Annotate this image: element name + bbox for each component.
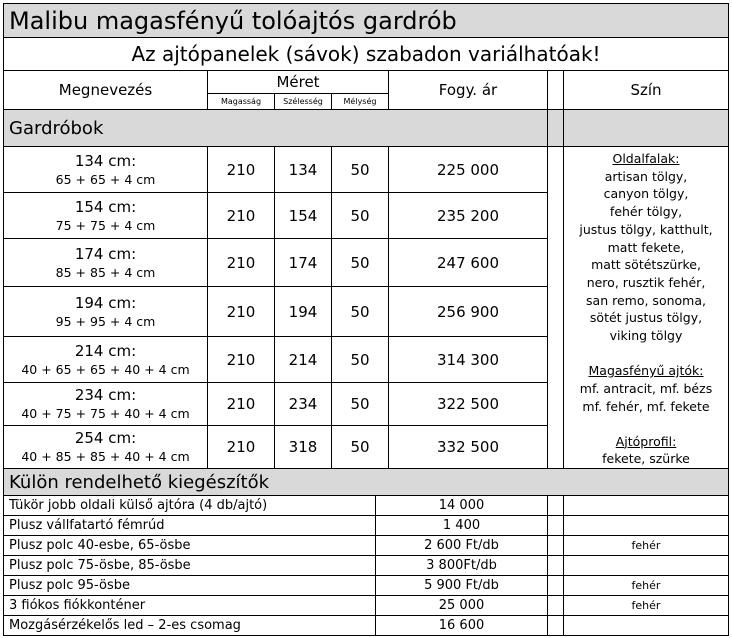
table-row (3, 336, 208, 383)
accessory-price (375, 535, 548, 556)
row-height (207, 192, 275, 239)
row-detail: 95 + 95 + 4 cm (55, 313, 156, 329)
row-width (274, 192, 332, 239)
accessory-name: Mozgásérzékelős led – 2-es csomag (9, 618, 241, 633)
sheet-title-text: Malibu magasfényű tolóajtós gardrób (9, 6, 457, 35)
color-profile-title: Ajtóprofil: (615, 433, 677, 449)
header-depth-text: Mélység (343, 97, 377, 106)
row-price-value: 314 300 (436, 350, 500, 369)
section-accessories (3, 468, 729, 496)
table-row (3, 615, 376, 636)
accessory-price (375, 555, 548, 576)
header-color (563, 70, 729, 110)
row-height-value: 210 (226, 302, 256, 321)
row-depth-value: 50 (350, 395, 370, 413)
accessory-spacer (547, 575, 564, 596)
accessory-price (375, 495, 548, 516)
row-price (388, 286, 548, 337)
row-depth (331, 286, 389, 337)
table-row (3, 555, 376, 576)
row-height-value: 210 (226, 350, 256, 369)
row-width-value: 318 (288, 438, 318, 456)
row-name: 174 cm: (74, 244, 137, 263)
header-height-text: Magasság (220, 97, 262, 106)
row-name: 194 cm: (74, 293, 137, 312)
accessory-price-value: 3 800Ft/db (426, 558, 497, 573)
row-price-value: 332 500 (436, 438, 500, 456)
row-depth (331, 336, 389, 383)
color-side-line: canyon tölgy, (603, 186, 689, 202)
accessory-spacer (547, 595, 564, 616)
row-depth-value: 50 (350, 438, 370, 456)
accessory-color-value: fehér (631, 539, 661, 552)
wardrobe-spacer-column (547, 146, 564, 469)
table-row (3, 192, 208, 239)
table-row (3, 535, 376, 556)
accessory-color (563, 515, 729, 536)
accessory-spacer (547, 615, 564, 636)
row-width (274, 336, 332, 383)
accessory-price (375, 575, 548, 596)
row-name: 254 cm: (74, 429, 137, 447)
accessory-name: Tükör jobb oldali külső ajtóra (4 db/ajtó) (9, 498, 268, 513)
row-width (274, 382, 332, 426)
row-name: 214 cm: (74, 341, 137, 360)
color-side-line: matt sötétszürke, (591, 257, 701, 273)
color-profile-line: fekete, szürke (602, 451, 690, 467)
accessory-spacer (547, 535, 564, 556)
color-side-line: nero, rusztik fehér, (586, 274, 706, 290)
row-height-value: 210 (226, 438, 256, 456)
row-price-value: 247 600 (436, 253, 500, 272)
section-wardrobes-color (563, 109, 729, 147)
accessory-color (563, 535, 729, 556)
row-depth-value: 50 (350, 350, 370, 369)
accessory-spacer (547, 495, 564, 516)
row-detail: 65 + 65 + 4 cm (55, 171, 156, 187)
row-depth-value: 50 (350, 206, 370, 225)
color-gloss-line: mf. antracit, mf. bézs (579, 380, 713, 396)
row-depth (331, 238, 389, 287)
row-width-value: 214 (288, 350, 318, 369)
accessory-color-value: fehér (631, 579, 661, 592)
accessory-color (563, 615, 729, 636)
color-options (563, 146, 729, 469)
row-detail: 75 + 75 + 4 cm (55, 217, 156, 233)
header-width-text: Szélesség (283, 97, 323, 106)
sheet-subtitle (3, 37, 729, 71)
row-name: 134 cm: (74, 151, 137, 170)
row-width-value: 154 (288, 206, 318, 225)
color-gloss-line: mf. fehér, mf. fekete (582, 398, 710, 414)
row-detail: 40 + 65 + 65 + 40 + 4 cm (21, 361, 190, 377)
header-size-text: Méret (276, 73, 320, 91)
section-wardrobes-text: Gardróbok (9, 117, 104, 139)
color-side-line: san remo, sonoma, (586, 292, 706, 308)
row-height-value: 210 (226, 206, 256, 225)
header-color-text: Szín (630, 81, 662, 99)
row-price-value: 225 000 (436, 160, 500, 179)
accessory-color (563, 555, 729, 576)
row-width-value: 234 (288, 395, 318, 413)
row-detail: 85 + 85 + 4 cm (55, 264, 156, 280)
accessory-price-value: 1 400 (442, 518, 481, 533)
row-height-value: 210 (226, 253, 256, 272)
table-row (3, 575, 376, 596)
row-price (388, 192, 548, 239)
row-height (207, 336, 275, 383)
section-wardrobes-spacer (547, 109, 564, 147)
row-width (274, 286, 332, 337)
table-row (3, 238, 208, 287)
row-name: 234 cm: (74, 386, 137, 404)
row-depth (331, 192, 389, 239)
header-price-text: Fogy. ár (438, 81, 498, 99)
row-price (388, 425, 548, 469)
sheet-subtitle-text: Az ajtópanelek (sávok) szabadon variálhatóak! (131, 42, 601, 66)
accessory-price-value: 25 000 (438, 598, 485, 613)
row-price (388, 336, 548, 383)
header-name-text: Megnevezés (58, 81, 153, 99)
row-height (207, 425, 275, 469)
color-side-line: fehér tölgy, (609, 204, 683, 220)
accessory-price (375, 615, 548, 636)
row-name: 154 cm: (74, 197, 137, 216)
row-detail: 40 + 75 + 75 + 40 + 4 cm (21, 406, 190, 421)
accessory-price (375, 595, 548, 616)
accessory-color (563, 495, 729, 516)
color-side-line: artisan tölgy, (604, 168, 688, 184)
row-height (207, 238, 275, 287)
table-row (3, 382, 208, 426)
accessory-price (375, 515, 548, 536)
row-depth-value: 50 (350, 160, 370, 179)
row-depth (331, 146, 389, 193)
row-price-value: 322 500 (436, 395, 500, 413)
accessory-price-value: 14 000 (438, 498, 485, 513)
sheet-title (3, 3, 729, 38)
color-side-line: viking tölgy (609, 328, 683, 344)
table-row (3, 146, 208, 193)
row-depth-value: 50 (350, 253, 370, 272)
accessory-color-value: fehér (631, 599, 661, 612)
header-height (207, 93, 275, 110)
header-size (207, 70, 389, 94)
row-height (207, 146, 275, 193)
table-row (3, 286, 208, 337)
row-height-value: 210 (226, 395, 256, 413)
table-row (3, 425, 208, 469)
accessory-name: Plusz vállfatartó fémrúd (9, 518, 165, 533)
header-spacer (547, 70, 564, 110)
accessory-name: Plusz polc 75-ösbe, 85-ösbe (9, 558, 191, 573)
color-gloss-title: Magasfényű ajtók: (588, 363, 704, 379)
color-side-line: sötét justus tölgy, (589, 310, 703, 326)
row-price (388, 146, 548, 193)
row-detail: 40 + 85 + 85 + 40 + 4 cm (21, 449, 190, 464)
table-row (3, 595, 376, 616)
color-side-line: matt fekete, (607, 239, 685, 255)
row-width (274, 146, 332, 193)
accessory-name: 3 fiókos fiókkonténer (9, 598, 146, 613)
row-price (388, 238, 548, 287)
accessory-color (563, 595, 729, 616)
row-height (207, 382, 275, 426)
accessory-name: Plusz polc 40-esbe, 65-ösbe (9, 538, 191, 553)
accessory-color (563, 575, 729, 596)
row-depth-value: 50 (350, 302, 370, 321)
row-height-value: 210 (226, 160, 256, 179)
header-price (388, 70, 548, 110)
accessory-price-value: 5 900 Ft/db (424, 578, 499, 593)
table-row (3, 495, 376, 516)
color-side-line: justus tölgy, katthult, (579, 221, 713, 237)
row-width-value: 174 (288, 253, 318, 272)
row-height (207, 286, 275, 337)
row-price-value: 235 200 (436, 206, 500, 225)
row-price (388, 382, 548, 426)
row-depth (331, 382, 389, 426)
row-width-value: 134 (288, 160, 318, 179)
accessory-spacer (547, 515, 564, 536)
row-price-value: 256 900 (436, 302, 500, 321)
section-wardrobes (3, 109, 548, 147)
row-width (274, 425, 332, 469)
row-width-value: 194 (288, 302, 318, 321)
header-width (274, 93, 332, 110)
header-depth (331, 93, 389, 110)
accessory-price-value: 16 600 (438, 618, 485, 633)
accessory-price-value: 2 600 Ft/db (424, 538, 499, 553)
header-name (3, 70, 208, 110)
row-depth (331, 425, 389, 469)
row-width (274, 238, 332, 287)
section-accessories-text: Külön rendelhető kiegészítők (9, 471, 270, 493)
accessory-spacer (547, 555, 564, 576)
color-side-title: Oldalfalak: (612, 151, 680, 166)
accessory-name: Plusz polc 95-ösbe (9, 578, 130, 593)
table-row (3, 515, 376, 536)
